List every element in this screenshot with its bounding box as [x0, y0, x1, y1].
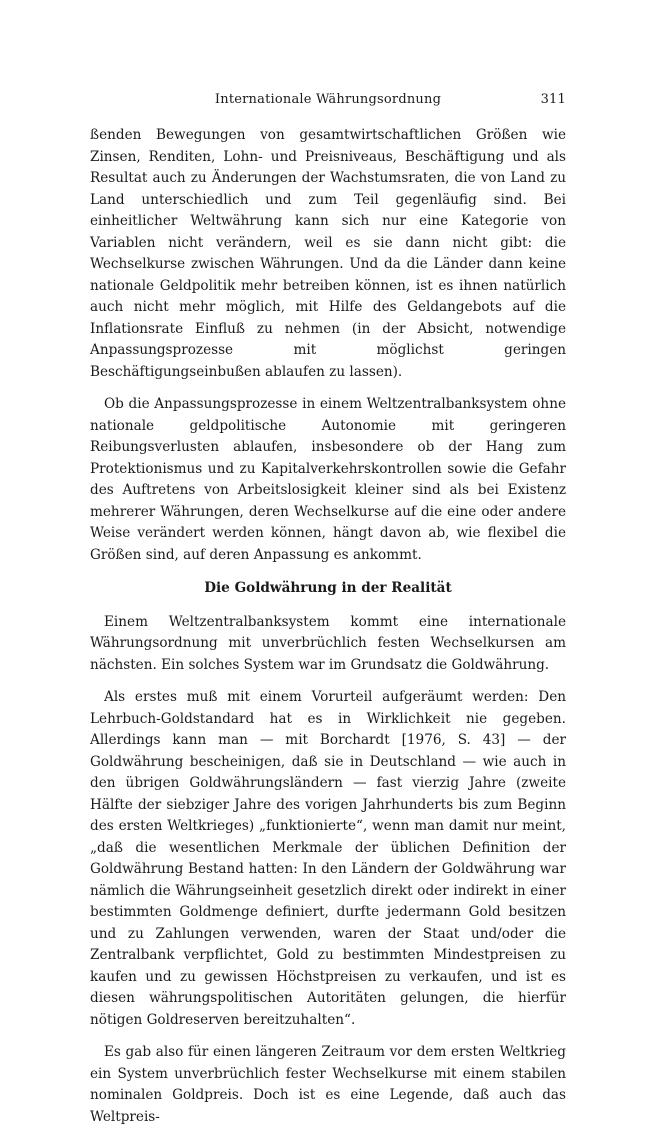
- paragraph: Einem Weltzentralbanksystem kommt eine internationale Währungsordnung mit unverbrüchlich festen Wechselkursen am nächsten. Ein solches System war im Grundsatz die Goldwährung.: [90, 613, 566, 673]
- paragraph: ßenden Bewegungen von gesamtwirtschaftlichen Größen wie Zinsen, Renditen, Lohn- und Preisniveaus, Beschäftigung und als Resultat auch zu Änderungen der Wachstumsraten, die von Land zu Land unterschiedlich und zum Teil gegenläufig sind. Bei einheitlicher Weltwährung kann sich nur eine Kategorie von Variablen nicht verändern, weil es sie dann nicht gibt: die Wechselkurse zwischen Währungen. Und da die Länder dann keine nationale Geldpolitik mehr betreiben können, ist es ihnen natürlich auch nicht mehr möglich, mit Hilfe des Geldangebots auf die Inflationsrate Einfluß zu nehmen (in der Absicht, notwendige Anpassungsprozesse mit möglichst geringen Beschäftigungseinbußen ablaufen zu lassen).: [90, 127, 566, 380]
- running-title: Internationale Währungsordnung: [214, 92, 442, 107]
- paragraph: Als erstes muß mit einem Vorurteil aufgeräumt werden: Den Lehrbuch-Goldstandard hat es in Wirklichkeit nie gegeben. Allerdings kann man — mit Borchardt [1976, S. 43] — der Goldwährung bescheinigen, daß sie in Deutschland — wie auch in den übrigen Goldwährungsländern — fast vierzig Jahre (zweite Hälfte der siebziger Jahre des vorigen Jahrhunderts bis zum Beginn des ersten Weltkrieges) „funktionierte“, wenn man damit nur meint, „daß die wesentlichen Merkmale der üblichen Definition der Goldwährung Bestand hatten: In den Ländern der Goldwährung war nämlich die Währungseinheit gesetzlich direkt oder indirekt in einer bestimmten Goldmenge definiert, durfte jedermann Gold besitzen und zu Zahlungen verwenden, waren der Staat und/oder die Zentralbank verpflichtet, Gold zu bestimmten Mindestpreisen zu kaufen und zu gewissen Höchstpreisen zu verkaufen, und ist es diesen währungspolitischen Autoritäten gelungen, die hierfür nötigen Goldreserven bereitzuhalten“.: [90, 689, 566, 1028]
- page-number: 311: [540, 92, 566, 107]
- paragraph: Es gab also für einen längeren Zeitraum vor dem ersten Weltkrieg ein System unverbrüchlich fester Wechselkurse mit einem stabilen nominalen Goldpreis. Doch ist es eine Legende, daß auch das Weltpreis-: [90, 1044, 566, 1125]
- section-heading: Die Goldwährung in der Realität: [204, 580, 452, 596]
- paragraph: Ob die Anpassungsprozesse in einem Weltzentralbanksystem ohne nationale geldpolitische Autonomie mit geringeren Reibungsverlusten ablaufen, insbesondere ob der Hang zum Protektionismus und zu Kapitalverkehrskontrollen sowie die Gefahr des Auftretens von Arbeitslosigkeit kleiner sind als bei Existenz mehrerer Währungen, deren Wechselkurse auf die eine oder andere Weise verändert werden können, hängt davon ab, wie flexibel die Größen sind, auf deren Anpassung es ankommt.: [90, 396, 566, 563]
- running-header: [90, 92, 566, 112]
- body-text: [90, 125, 566, 1139]
